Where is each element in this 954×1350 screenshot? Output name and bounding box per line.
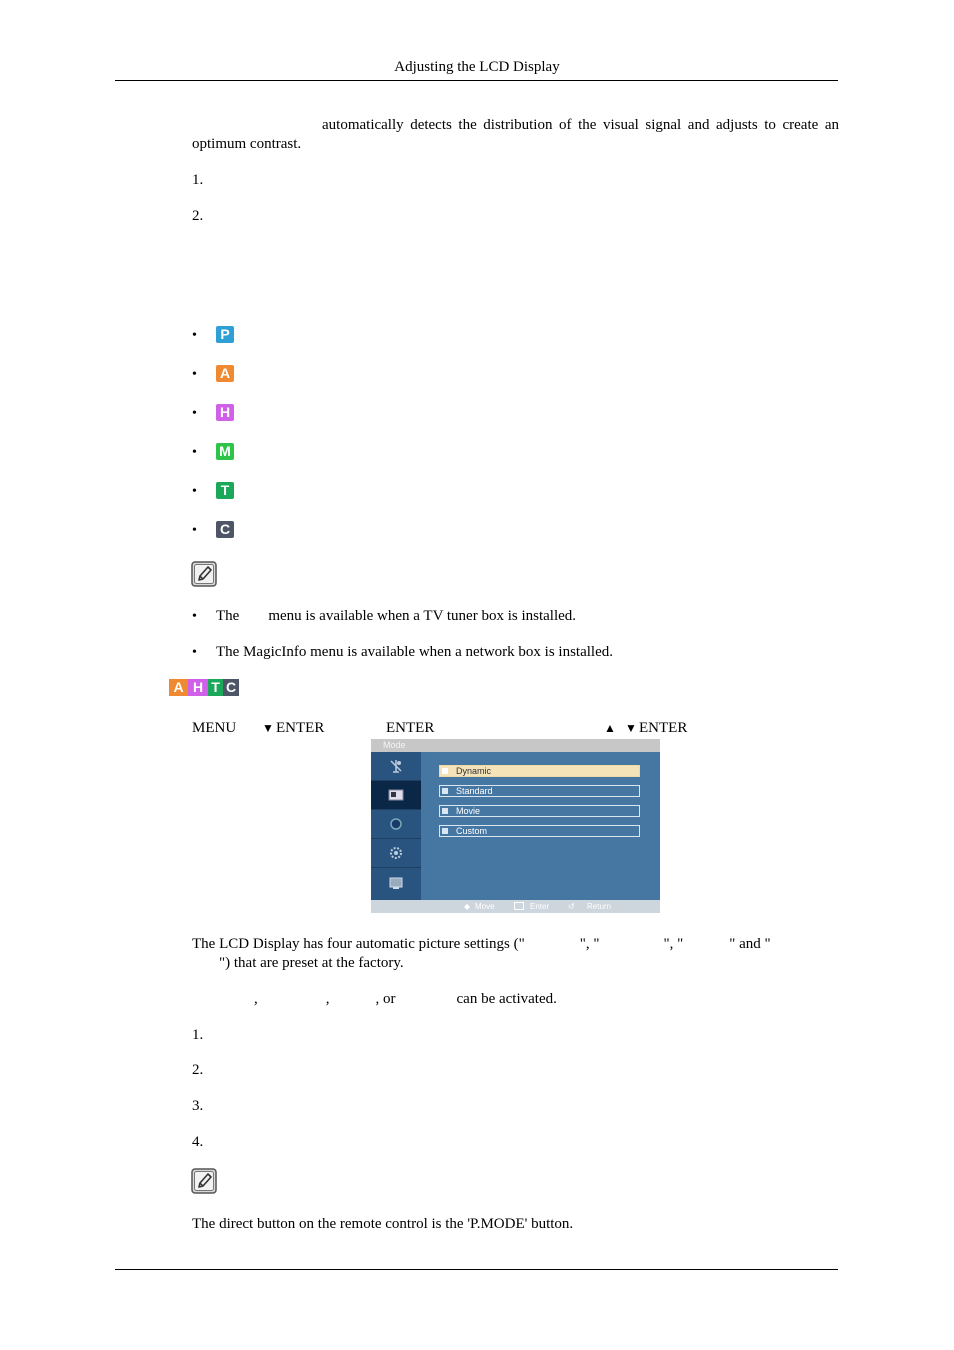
page-header-title: Adjusting the LCD Display xyxy=(394,59,560,75)
arrow-down-icon: ▼ xyxy=(625,721,637,735)
note-tv-prefix: The xyxy=(216,608,240,624)
osd-item-movie[interactable]: Movie xyxy=(439,805,640,817)
arrow-down-icon: ▼ xyxy=(262,721,274,735)
move-arrows-icon: ◆ xyxy=(464,902,471,911)
mode-badge-t-icon: T xyxy=(216,482,234,499)
step-number: 2. xyxy=(192,208,204,224)
sound-icon xyxy=(371,810,421,839)
activation-line: , , , or can be activated. xyxy=(254,991,557,1007)
enter-icon xyxy=(514,902,524,910)
osd-item-dynamic[interactable]: Dynamic xyxy=(439,765,640,777)
remote-note: The direct button on the remote control is the 'P.MODE' button. xyxy=(192,1216,574,1232)
check-icon xyxy=(442,788,448,794)
bullet: • xyxy=(192,484,197,499)
bullet: • xyxy=(192,367,197,382)
intro-paragraph: automatically detects the distribution of the visual signal and adjusts to create an optimum contrast. xyxy=(192,117,839,152)
osd-footer-move: Move xyxy=(475,902,495,911)
step-number: 4. xyxy=(192,1134,204,1150)
note-pencil-icon xyxy=(191,561,217,587)
header-rule xyxy=(115,80,838,81)
check-icon xyxy=(442,768,448,774)
mode-badge-p-icon: P xyxy=(216,326,234,343)
mode-strip-a-icon: A xyxy=(169,679,188,696)
bullet: • xyxy=(192,609,197,624)
note-tv-tuner xyxy=(216,607,576,626)
step-number: 3. xyxy=(192,1098,204,1114)
nav-enter: ENTER xyxy=(276,720,325,736)
osd-item-standard[interactable]: Standard xyxy=(439,785,640,797)
bullet: • xyxy=(192,328,197,343)
nav-menu: MENU xyxy=(192,720,237,736)
osd-title: Mode xyxy=(371,739,660,752)
step-number: 1. xyxy=(192,1027,204,1043)
bullet: • xyxy=(192,645,197,660)
applicable-modes-strip xyxy=(169,679,239,696)
osd-footer xyxy=(371,900,660,913)
setup-icon xyxy=(371,839,421,868)
mode-badge-m-icon: M xyxy=(216,443,234,460)
osd-footer-enter: Enter xyxy=(530,902,550,911)
osd-item-custom[interactable]: Custom xyxy=(439,825,640,837)
note-tv-suffix: menu is available when a TV tuner box is installed. xyxy=(268,608,577,624)
antenna-icon xyxy=(371,752,421,781)
check-icon xyxy=(442,808,448,814)
osd-mode-menu xyxy=(371,739,660,913)
mode-strip-h-icon: H xyxy=(188,679,208,696)
nav-enter: ENTER xyxy=(386,720,435,736)
check-icon xyxy=(442,828,448,834)
osd-sidebar xyxy=(371,752,421,900)
mode-badge-h-icon: H xyxy=(216,404,234,421)
footer-rule xyxy=(115,1269,838,1270)
mode-strip-c-icon: C xyxy=(223,679,239,696)
osd-footer-return: Return xyxy=(587,902,612,911)
description-line1: The LCD Display has four automatic picture settings (" ", " ", " " and " xyxy=(192,936,771,952)
bullet: • xyxy=(192,445,197,460)
mode-badge-c-icon: C xyxy=(216,521,234,538)
return-icon: ↺ xyxy=(568,902,575,911)
picture-icon xyxy=(371,781,421,810)
note-magicinfo: The MagicInfo menu is available when a network box is installed. xyxy=(216,644,613,660)
step-number: 2. xyxy=(192,1062,204,1078)
bullet: • xyxy=(192,523,197,538)
description-line2: ") that are preset at the factory. xyxy=(219,955,404,971)
note-pencil-icon xyxy=(191,1168,217,1194)
nav-enter: ENTER xyxy=(639,720,688,736)
step-number: 1. xyxy=(192,172,204,188)
mode-badge-a-icon: A xyxy=(216,365,234,382)
multi-control-icon xyxy=(371,868,421,897)
bullet: • xyxy=(192,406,197,421)
arrow-up-icon: ▲ xyxy=(604,721,616,735)
mode-strip-t-icon: T xyxy=(208,679,223,696)
